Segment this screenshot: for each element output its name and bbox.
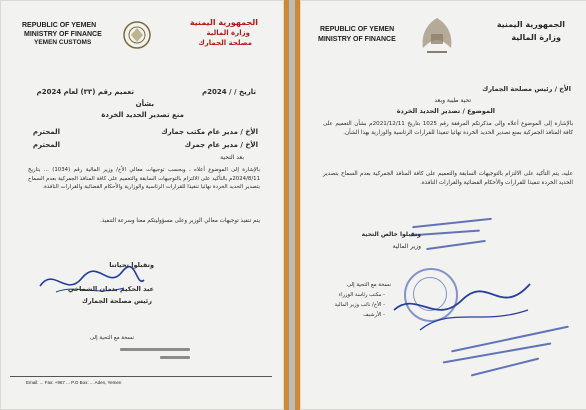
bullet-text: عليه، يتم التأكيد على الالتزام بالتوجيهات السابقة والتعميم على كافة المنافذ الجمركية بعدم السماح بتصدير الحديد الخردة تنفيذا للقرارات والأحكام القضائية والقرارات النافذة.: [323, 171, 573, 186]
footer-contacts: Email: ... Fax: +967 ... P.O Box: ... Aden, Yemen: [26, 380, 122, 385]
subject-title: منع تصدير الحديد الخردة: [101, 111, 184, 119]
copies-item-2: - الأخ/ نائب وزير المالية: [334, 302, 385, 308]
cc-line-1: [120, 348, 190, 351]
letterhead-latin-2: MINISTRY OF FINANCE: [318, 36, 396, 43]
letterhead-latin-1: REPUBLIC OF YEMEN: [320, 26, 395, 33]
letterhead-arabic-2: وزارة المالية: [511, 33, 561, 42]
letterhead-line1: REPUBLIC OF YEMEN: [22, 22, 97, 29]
handwriting-1: [412, 218, 492, 228]
yemen-eagle-emblem-icon: [415, 14, 459, 58]
closing: وتقبلوا تحياتنا: [109, 261, 154, 269]
circular-number: تعميم رقم (٣٣) لعام 2024م: [36, 88, 134, 96]
recipient-2-action: المحترم: [32, 141, 60, 149]
handwriting-6: [471, 358, 539, 377]
customs-emblem-icon: [122, 20, 152, 50]
circular-date: تاريخ / / 2024م: [201, 88, 256, 96]
signature-scribble: [36, 262, 146, 302]
cc-line: نسخة مع التحية إلى: [90, 335, 134, 341]
greeting: بعد التحية: [220, 154, 244, 161]
subject: الموضوع / تصدير الحديد الخردة: [396, 107, 495, 115]
body-text: بالإشارة إلى الموضوع أعلاه ، وبحسب توجيهات معالي الأخ/ وزير المالية رقم (1034) ... بتاريخ 2024/8/11م بالتأكيد على الالتزام بالتوجيهات السابقة والتعميم على كافة المنافذ الجمركية بعدم السماح بتصدير الحديد الخردة نهائيا تنفيذا للقرارات الرئاسية والوزارية والأحكام القضائية والقرارات النافذة.: [28, 167, 260, 191]
sender: وزير المالية: [392, 243, 421, 250]
copies-heading: نسخة مع التحية إلى: [347, 282, 391, 288]
letterhead-arabic-1: الجمهورية اليمنية: [496, 20, 565, 29]
signature-scribble: [390, 270, 540, 340]
footer-rule: [10, 376, 272, 377]
left-document: [0, 0, 289, 410]
copies-item-1: - مكتب رئاسة الوزراء: [338, 292, 385, 298]
letterhead-arabic-3: مصلحة الجمارك: [198, 39, 252, 47]
letterhead-arabic-1: الجمهورية اليمنية: [189, 18, 258, 27]
right-document: [295, 0, 586, 410]
signatory-title: رئيس مصلحة الجمارك: [81, 297, 152, 305]
instruction-text: يتم تنفيذ توجيهات معالي الوزير وعلى مسؤوليتكم معنا وسرعة التنفيذ.: [100, 218, 260, 224]
greeting: تحية طيبة وبعد: [434, 97, 471, 104]
letterhead-arabic-2: وزارة المالية: [206, 29, 250, 37]
subject-label: بشأن: [135, 100, 154, 108]
recipient-1: الأخ / مدير عام مكتب جمارك: [161, 128, 258, 136]
letterhead-line3: YEMEN CUSTOMS: [34, 39, 92, 46]
letterhead-line2: MINISTRY OF FINANCE: [24, 31, 102, 38]
copies-item-3: - الأرشيف: [363, 312, 385, 318]
recipient-1-action: المحترم: [32, 128, 60, 136]
cc-line-2: [160, 356, 190, 359]
body-text: بالإشارة إلى الموضوع أعلاه وإلى مذكرتكم المرفقة رقم 1025 بتاريخ 2021/12/11م بشأن التعميم على كافة المنافذ الجمركية بمنع تصدير الحديد الخردة نهائيا تنفيذا للقرارات الرئاسية والوزارية بهذا الشأن.: [323, 121, 573, 136]
recipient: الأخ / رئيس مصلحة الجمارك: [482, 85, 571, 93]
signatory-name: عبد الحكيم بدمان الشماخي: [67, 285, 154, 293]
closing: وتقبلوا خالص التحية: [361, 231, 421, 238]
recipient-2: الأخ / مدير عام جمرك: [184, 141, 258, 149]
handwriting-3: [426, 240, 486, 250]
